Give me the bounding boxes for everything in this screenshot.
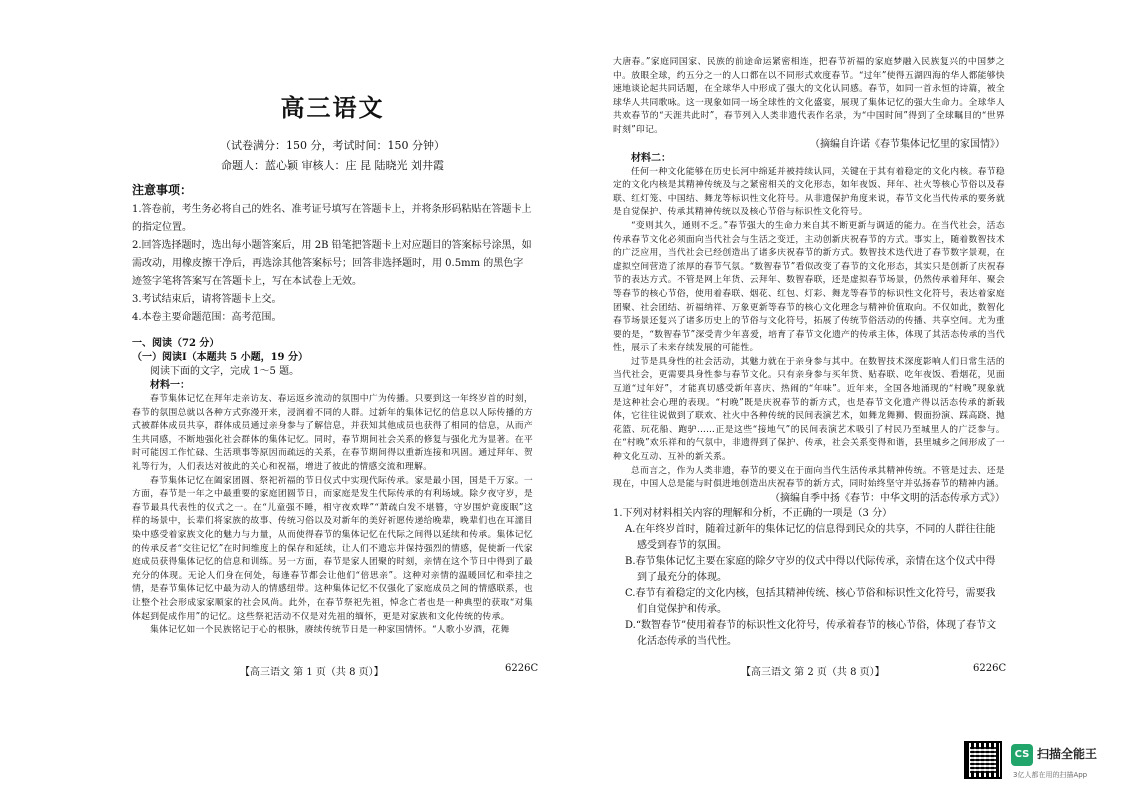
exam-authors: 命题人：蓝心颖 审核人：庄 昆 陆晓光 刘井霞 xyxy=(221,159,444,172)
page-2-footer-label: 【高三语文 第 2 页（共 8 页）】 xyxy=(741,667,885,678)
notes-heading: 注意事项： xyxy=(132,183,193,197)
page-1-footer-label: 【高三语文 第 1 页（共 8 页）】 xyxy=(240,667,384,678)
option-a: A.在年终岁首时，随着过新年的集体记忆的信息得到民众的共享，不同的人群往往能感受到春节的氛围。 xyxy=(625,523,996,551)
scanner-tagline: 3亿人都在用的扫描App xyxy=(1013,771,1088,779)
option-c: C.春节有着稳定的文化内核，包括其精神传统、核心节俗和标识性文化符号，需要我们自觉保护和传承。 xyxy=(625,587,996,615)
option-b: B.春节集体记忆主要在家庭的除夕守岁的仪式中得以代际传承，亲情在这个仪式中得到了最充分的体现。 xyxy=(625,555,996,583)
material-paragraph: 过节是具身性的社会活动，其魅力就在于亲身参与其中。在数智技术深度影响人们日常生活的当代社会，更需要具身性参与春节文化。只有亲身参与买年货、贴春联、吃年夜饭、看烟花，见面互道“过年好”，才能真切感受新年喜庆、热闹的“年味”。近年来，全国各地涌现的“村晚”现象就是这种社会心理的表现。“村晚”既是庆祝春节的新方式，也是春节文化遗产得以活态传承的新载体，它往往说做到了联欢、社火中各种传统的民间表演艺术，如舞龙舞狮、假面扮演、踩高跷、抛花篮、玩花船、跑驴……正是这些“接地气”的民间表演艺术吸引了村民乃至城里人的广泛参与。在“村晚”欢乐祥和的气氛中，非遗得到了保护、传承，社会关系变得和谐，县里城乡之间形成了一种文化互动、互补的新关系。 xyxy=(613,356,1005,463)
question-1: 1.下列对材料相关内容的理解和分析，不正确的一项是（3 分） xyxy=(613,507,893,519)
material-paragraph: 春节集体记忆在阖家团圆、祭祀祈福的节日仪式中实现代际传承。家是最小国，国是千万家。一方面，春节是一年之中最重要的家庭团圆节日，而家庭是发生代际传承的有利场域。除夕夜守岁，是春节最具代表性的仪式之一。在“儿童强不睡，相守夜欢哗”“萧疏白发不堪簪，守岁围炉竟废眠”这样的场景中，长辈们将家族的故事、传统习俗以及对新年的美好祈愿传递给晚辈，晚辈们也在耳濡目染中感受着家族文化的魅力与力量，从而使得春节的集体记忆在代际之间得以延续和传承。集体记忆的传承反者“交往记忆”在时间维度上的保存和延续，让人们不遗忘并保持强烈的情感，促使新一代家庭成员获得集体记忆的信息和训练。另一方面，春节是家人团聚的时刻，亲情在这个节日中得到了最充分的体现。无论人们身在何处，每逢春节都会让他们“倍思亲”。这种对亲情的温暖回忆和牵挂之情，是春节集体记忆中最为动人的情感纽带。这种集体记忆不仅强化了家庭成员之间的情感联系，也让整个社会形成家家顺家的社会风尚。此外，在春节祭祀先祖，悼念亡者也是一种典型的获取“对集体起到促成作用”的记忆。这些祭祀活动不仅是对先祖的缅怀，更是对家族和文化传统的传承。 xyxy=(132,475,533,622)
note-item: 2.回答选择题时，选出每小题答案后，用 2B 铅笔把答题卡上对应题目的答案标号涂黑，如需改动，用橡皮擦干净后，再选涂其他答案标号；回答非选择题时，用 0.5mm 的黑色字迹签字笔将答案写在答题卡上，写在本试卷上无效。 xyxy=(132,240,532,287)
qr-code-icon xyxy=(964,741,1002,779)
material-paragraph: 大唐春。”家庭同国家、民族的前途命运紧密相连，把春节祈福的家庭梦融入民族复兴的中国梦之中。放眼全球，约五分之一的人口都在以不同形式欢度春节。“过年”使得五湖四海的华人都能够快速地谈论起共同话题，在全球华人中形成了强大的文化认同感。春节，如同一首永恒的诗篇，被全球华人共同歌咏。这一现象如同一场全球性的文化盛宴，展现了集体记忆的强大生命力。全球华人共欢春节的“天涯共此时”，春节列入人类非遗代表作名录，为“中国时间”得到了全球瞩目的“世界时刻”印记。 xyxy=(613,57,1005,135)
page-2-footer-code: 6226C xyxy=(973,663,1007,674)
material-paragraph: “变则其久，通则不乏。”春节强大的生命力来自其不断更新与调适的能力。在当代社会，活态传承春节文化必须面向当代社会与生活之变迁，主动创新庆祝春节的方式。事实上，随着数智技术的广泛应用，当代社会已经创造出了诸多庆祝春节的新方式。数智技术迭代进了春节数字景观，在虚拟空间营造了浓厚的春节气氛。“数智春节”看似改变了春节的文化形态，其实只是创新了庆祝春节的表达方式。不管是网上年货、云拜年、数智春联，还是虚拟春节场景，仍然传承着拜年、聚会等春节的核心节俗，使用着春联、烟花、红包、灯彩、舞龙等春节的标识性文化符号，表达着家庭团聚、社会团结、祈福纳祥、万象更新等春节的核心文化理念与精神价值取向。不仅如此，数智化春节场景还复兴了诸多历史上的节俗与文化符号，拓展了传统节俗活动的传播、共享空间。尤为重要的是，“数智春节”深受青少年喜爱，培育了春节文化遗产的传承主体，体现了其活态传承的当代性，展示了未来存续发展的可能性。 xyxy=(613,220,1005,354)
note-item: 1.答卷前，考生务必将自己的姓名、准考证号填写在答题卡上，并将条形码粘贴在答题卡上的指定位置。 xyxy=(132,204,532,233)
page-1-footer-code: 6226C xyxy=(505,663,539,674)
camscanner-logo: CS xyxy=(1011,744,1033,766)
material-paragraph: 集体记忆如一个民族铭记于心的根脉，赓续传统节日是一种家国情怀。“人歌小岁酒，花舞 xyxy=(150,625,510,636)
exam-subtitle: （试卷满分：150 分，考试时间：150 分钟） xyxy=(220,139,445,152)
section-heading: 一、阅读（72 分） xyxy=(132,338,220,349)
scanner-brand: 扫描全能王 xyxy=(1037,747,1098,761)
exam-title: 高三语文 xyxy=(280,93,385,122)
subsection-heading: （一）阅读Ⅰ（本题共 5 小题，19 分） xyxy=(132,352,308,363)
material-2-source: （摘编自季中扬《春节：中华文明的活态传承方式》） xyxy=(770,492,1005,504)
material-1-source: （摘编自许诺《春节集体记忆里的家国情》） xyxy=(810,138,1005,150)
note-item: 4.本卷主要命题范围：高考范围。 xyxy=(132,312,282,323)
notes-list xyxy=(132,201,533,327)
option-d: D.“数智春节”使用着春节的标识性文化符号，传承着春节的核心节俗，体现了春节文化活态传承的当代性。 xyxy=(625,619,997,647)
material-1-label: 材料一： xyxy=(150,380,190,391)
reading-instruction: 阅读下面的文字，完成 1～5 题。 xyxy=(150,366,300,377)
material-paragraph: 总而言之，作为人类非遗，春节的要义在于面向当代生活传承其精神传统。不管是过去、还是现在，中国人总是能与时俱进地创造出庆祝春节的新方式，同时始终坚守并弘扬春节的精神内涵。 xyxy=(613,465,1005,490)
material-paragraph: 任何一种文化能够在历史长河中绵延并被持续认同，关键在于其有着稳定的文化内核。春节稳定的文化内核是其精神传统及与之紧密相关的文化形态，如年夜饭、拜年、社火等核心节俗以及春联、红灯笼、中国结、舞龙等标识性文化符号。从非遗保护角度来说，春节文化当代传承的要务就是自觉保护、传承其精神传统以及核心节俗与标识性文化符号。 xyxy=(613,166,1005,218)
material-2-label: 材料二： xyxy=(631,152,671,164)
material-paragraph: 春节集体记忆在拜年走亲访友、春运返乡流动的氛围中广为传播。只要到这一年终岁首的时刻，春节的氛围总就以各种方式弥漫开来，浸润着不同的人群。过新年的集体记忆的信息以人际传播的方式被群体成员共享，群体成员通过亲身参与了解信息，并获知其他成员也获得了相同的信息，从而产生共同感，不断地强化社会群体的集体记忆。同时，春节期间社会关系的修复与强化尤为显著。在平时可能因工作忙碌、生活琐事等原因而疏远的关系，在春节期间得以重新连接和巩固。通过拜年、贺礼等行为，人们表达对彼此的关心和祝福，增进了彼此的情感交流和理解。 xyxy=(132,394,533,472)
note-item: 3.考试结束后，请将答题卡上交。 xyxy=(132,294,282,305)
